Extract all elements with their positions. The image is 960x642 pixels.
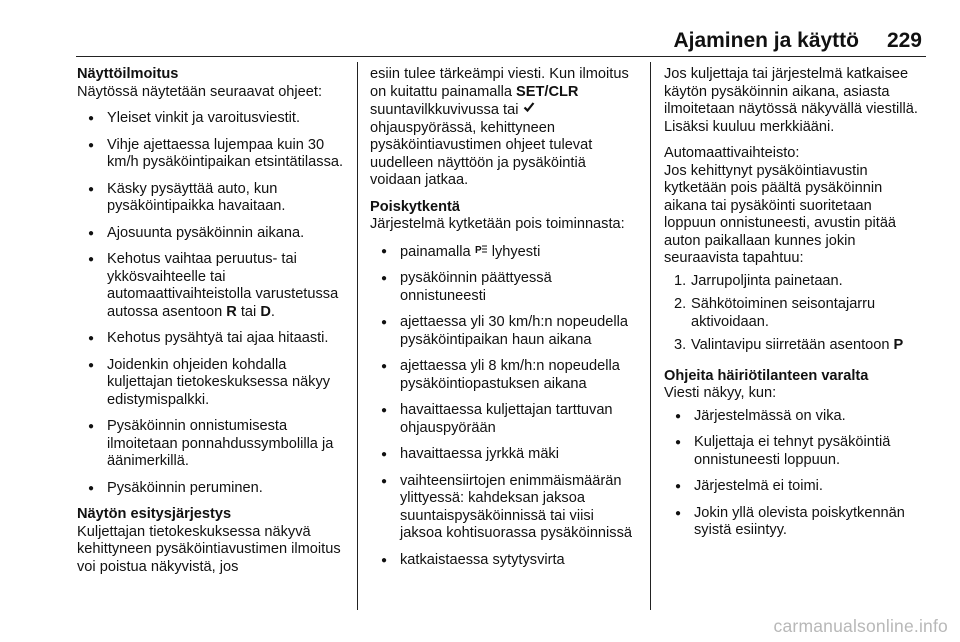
list-item: ● Pysäköinnin onnistumisesta ilmoitetaan ponnahdussymbolilla ja äänimerkillä. <box>77 418 352 471</box>
list-item: ● Yleiset vinkit ja varoitusviestit. <box>77 110 352 128</box>
list-item: ● Järjestelmä ei toimi. <box>664 478 926 496</box>
gear-d: D <box>260 303 271 320</box>
intro-fault: Viesti näkyy, kun: <box>664 385 777 401</box>
fault-list <box>664 408 926 540</box>
intro-deactivation: Järjestelmä kytketään pois toiminnasta: <box>370 216 625 232</box>
gear-r: R <box>226 303 237 320</box>
intro-display-message: Näytössä näytetään seuraavat ohjeet: <box>77 83 323 100</box>
heading-fault: Ohjeita häiriötilanteen varalta <box>664 367 869 384</box>
list-item: 3. Valintavipu siirretään asentoon P <box>674 337 904 353</box>
column-3 <box>664 66 926 549</box>
label-automatic: Automaattivaihteisto: <box>664 145 800 161</box>
para-automatic: Jos kehittynyt pysäköintiavustin kytketään pois päältä pysäköinnin aikana tai pysäköinti suoritetaan loppuun onnistuneesti, avustin pitää auton paikallaan kunnes jokin seuraavista tapahtuu: <box>664 162 897 266</box>
set-clr-label: SET/CLR <box>516 83 579 100</box>
list-item: ● Kuljettaja ei tehnyt pysäköintiä onnistuneesti loppuun. <box>664 434 926 469</box>
list-item: ● pysäköinnin päättyessä onnistuneesti <box>370 270 636 305</box>
list-item: ● ajettaessa yli 8 km/h:n nopeudella pysäköintiopastuksen aikana <box>370 358 636 393</box>
watermark: carmanualsonline.info <box>773 616 948 636</box>
list-item: ● Pysäköinnin peruminen. <box>77 480 352 498</box>
column-divider-2 <box>650 62 651 610</box>
instruction-list <box>77 110 352 497</box>
para-display-order: Kuljettajan tietokeskuksessa näkyvä kehittyneen pysäköintiavustimen ilmoitus voi poistua näkyvistä, jos <box>77 523 341 575</box>
list-item: ● vaihteensiirtojen enimmäismäärän ylittyessä: kahdeksan jaksoa suuntaispysäköinnissä tai viisi jaksoa kohtisuorassa pysäköinnissä <box>370 473 636 543</box>
column-2 <box>370 66 636 578</box>
list-item: ● ajettaessa yli 30 km/h:n nopeudella pysäköintipaikan haun aikana <box>370 314 636 349</box>
para-continued: esiin tulee tärkeämpi viesti. Kun ilmoitus on kuitattu painamalla SET/CLR suuntavilkkuvivussa tai ohjauspyörässä, kehittyneen pysäköintiavustimen ohjeet tulevat uudelleen näyttöön ja pysäköintiä voidaan jatkaa. <box>370 66 629 188</box>
gear-p: P <box>893 337 904 353</box>
steps-list <box>664 273 926 355</box>
list-item: ● havaittaessa kuljettajan tarttuvan ohjauspyörään <box>370 402 636 437</box>
parking-assist-icon <box>475 243 488 257</box>
list-item: ● katkaistaessa sytytysvirta <box>370 552 636 570</box>
list-item: ● Kehotus vaihtaa peruutus- tai ykkösvaihteelle tai automaattivaihteistolla varustetussa autossa asentoon R tai D. <box>77 251 352 321</box>
list-item: ● havaittaessa jyrkkä mäki <box>370 446 636 464</box>
list-item: ● Järjestelmässä on vika. <box>664 408 926 426</box>
list-item: 1. Jarrupoljinta painetaan. <box>674 272 843 289</box>
list-item: ● Joidenkin ohjeiden kohdalla kuljettajan tietokeskuksessa näkyy edistymispalkki. <box>77 357 352 410</box>
list-item: ● Käsky pysäyttää auto, kun pysäköintipaikka havaitaan. <box>77 181 352 216</box>
para-interruption: Jos kuljettaja tai järjestelmä katkaisee käytön pysäköinnin aikana, asiasta ilmoitetaan näytössä näkyvällä viestillä. Lisäksi kuuluu merkkiääni. <box>664 66 918 135</box>
list-item: ● Jokin yllä olevista poiskytkennän syistä esiintyy. <box>664 505 926 540</box>
column-1 <box>77 66 352 585</box>
page-header <box>0 0 960 52</box>
header-divider <box>76 56 926 57</box>
deactivation-list <box>370 243 636 570</box>
list-item: ● Ajosuunta pysäköinnin aikana. <box>77 225 352 243</box>
svg-text:P: P <box>474 244 482 255</box>
page-number: 229 <box>886 29 922 52</box>
list-item: 2. Sähkötoiminen seisontajarru aktivoidaan. <box>674 296 876 330</box>
list-item: ● Vihje ajettaessa lujempaa kuin 30 km/h pysäköintipaikan etsintätilassa. <box>77 137 352 172</box>
list-item: ● Kehotus pysähtyä tai ajaa hitaasti. <box>77 330 352 348</box>
section-title: Ajaminen ja käyttö <box>673 29 859 52</box>
heading-deactivation: Poiskytkentä <box>370 198 461 215</box>
heading-display-message: Näyttöilmoitus <box>77 66 179 82</box>
checkmark-icon <box>523 101 535 115</box>
column-divider-1 <box>357 62 358 610</box>
heading-display-order: Näytön esitysjärjestys <box>77 506 232 522</box>
list-item: ● painamalla P lyhyesti <box>370 243 636 262</box>
